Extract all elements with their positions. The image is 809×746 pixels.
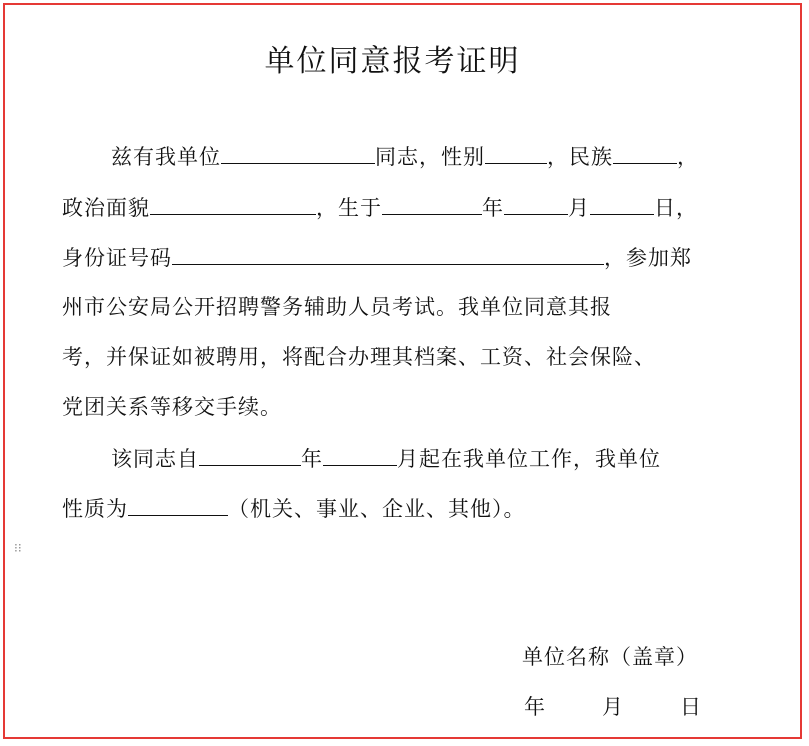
text-segment: ， bbox=[677, 145, 699, 169]
text-segment: 年 bbox=[301, 447, 323, 471]
paragraph-1-line-3 bbox=[62, 242, 692, 273]
text-segment: ，生于 bbox=[316, 196, 382, 220]
signature-month-label: 月 bbox=[602, 695, 624, 719]
signature-day-label: 日 bbox=[680, 695, 702, 719]
birth-day-blank[interactable] bbox=[590, 192, 654, 215]
text-segment: 兹有我单位 bbox=[111, 145, 221, 169]
birth-month-blank[interactable] bbox=[504, 192, 568, 215]
political-status-blank[interactable] bbox=[150, 192, 316, 215]
text-segment: （机关、事业、企业、其他）。 bbox=[228, 497, 526, 521]
text-segment: 政治面貌 bbox=[62, 196, 150, 220]
birth-year-blank[interactable] bbox=[382, 192, 482, 215]
text-segment: ，民族 bbox=[547, 145, 613, 169]
drag-handle-icon[interactable]: ⁝⁝ bbox=[14, 541, 22, 555]
paragraph-1-line-6: 党团关系等移交手续。 bbox=[62, 395, 282, 419]
id-number-blank[interactable] bbox=[172, 242, 604, 265]
text-segment: 月起在我单位工作，我单位 bbox=[397, 447, 661, 471]
text-segment: 身份证号码 bbox=[62, 246, 172, 270]
paragraph-1-line-5: 考，并保证如被聘用，将配合办理其档案、工资、社会保险、 bbox=[62, 345, 656, 369]
document-title: 单位同意报考证明 bbox=[264, 44, 521, 79]
unit-nature-blank[interactable] bbox=[128, 493, 228, 516]
start-year-blank[interactable] bbox=[199, 443, 301, 466]
paragraph-1-line-1 bbox=[111, 141, 699, 172]
gender-blank[interactable] bbox=[485, 141, 547, 164]
signature-year-label: 年 bbox=[524, 695, 546, 719]
paragraph-2-line-1 bbox=[111, 443, 661, 474]
text-segment: 性质为 bbox=[62, 497, 128, 521]
start-month-blank[interactable] bbox=[323, 443, 397, 466]
text-segment: 同志，性别 bbox=[375, 145, 485, 169]
organization-seal-label: 单位名称（盖章） bbox=[522, 645, 698, 669]
text-segment: 年 bbox=[482, 196, 504, 220]
ethnicity-blank[interactable] bbox=[613, 141, 677, 164]
paragraph-1-line-2 bbox=[62, 192, 698, 223]
paragraph-2-line-2 bbox=[62, 493, 526, 524]
paragraph-1-line-4: 州市公安局公开招聘警务辅助人员考试。我单位同意其报 bbox=[62, 295, 612, 319]
name-blank[interactable] bbox=[221, 141, 375, 164]
text-segment: ，参加郑 bbox=[604, 246, 692, 270]
text-segment: 月 bbox=[568, 196, 590, 220]
text-segment: 日， bbox=[654, 196, 698, 220]
text-segment: 该同志自 bbox=[111, 447, 199, 471]
